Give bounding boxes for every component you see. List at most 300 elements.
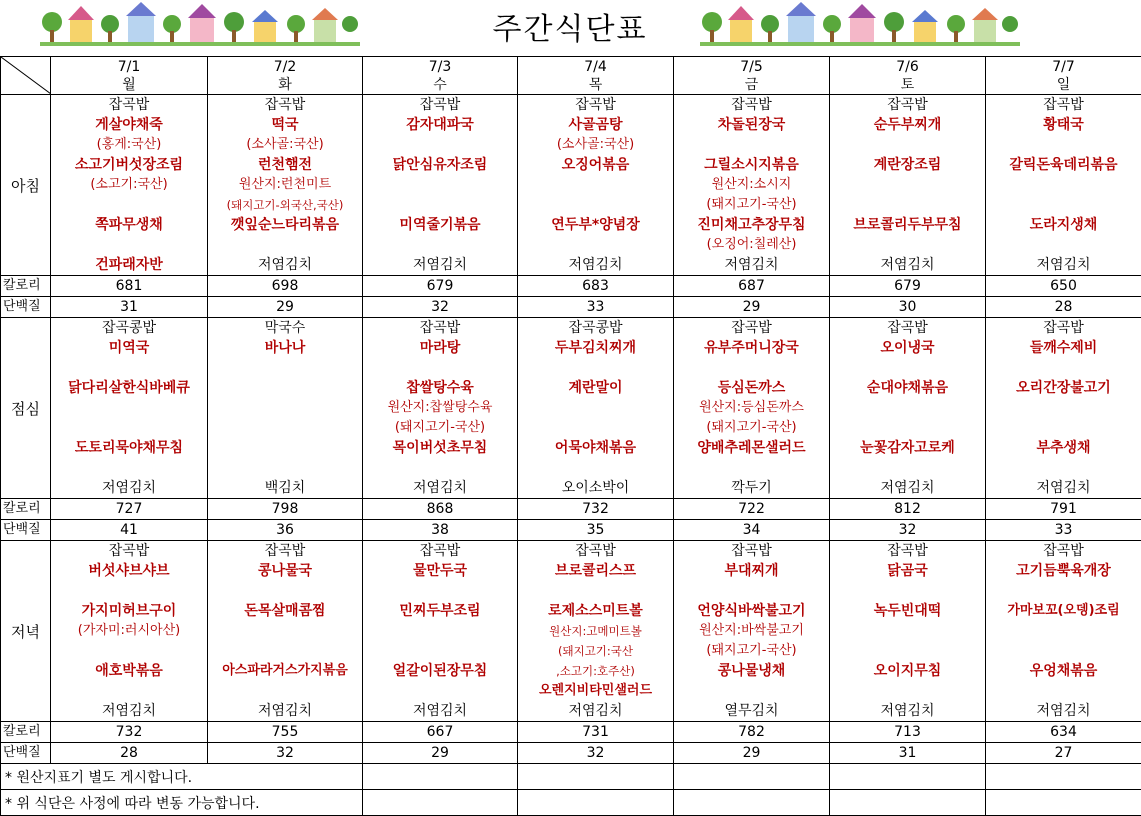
- page-title: 주간식단표: [440, 4, 700, 48]
- menu-cell: [830, 541, 986, 722]
- menu-cell: [363, 541, 518, 722]
- menu-cell: [208, 541, 363, 722]
- menu-item: [51, 235, 207, 255]
- menu-item: 물만두국: [363, 561, 517, 581]
- protein-row: [1, 520, 1141, 541]
- menu-item: 저염김치: [674, 255, 829, 275]
- protein-value: 28: [986, 297, 1141, 318]
- menu-item: 저염김치: [986, 255, 1141, 275]
- note-row: [1, 764, 1141, 790]
- calorie-value: 732: [518, 499, 674, 520]
- protein-row: [1, 297, 1141, 318]
- menu-cell: [986, 318, 1141, 499]
- menu-item: 잡곡밥: [363, 541, 517, 561]
- menu-item: 잡곡밥: [986, 95, 1141, 115]
- menu-item: [830, 581, 985, 601]
- corner-cell: [1, 57, 51, 95]
- menu-item: 저염김치: [208, 255, 362, 275]
- calorie-value: 798: [208, 499, 363, 520]
- menu-item: 사골곰탕: [518, 115, 673, 135]
- empty-cell: [986, 790, 1141, 816]
- menu-item: [986, 398, 1141, 418]
- menu-item: 찹쌀탕수육: [363, 378, 517, 398]
- menu-item: [830, 175, 985, 195]
- menu-item: [830, 195, 985, 215]
- meal-label: 점심: [1, 318, 51, 499]
- menu-item: 떡국: [208, 115, 362, 135]
- menu-item: [830, 398, 985, 418]
- menu-item: [830, 641, 985, 661]
- menu-item: 양배추레몬샐러드: [674, 438, 829, 458]
- menu-item: [363, 358, 517, 378]
- menu-item: 가마보꼬(오뎅)조림: [986, 601, 1141, 621]
- menu-item: [208, 235, 362, 255]
- calorie-value: 727: [51, 499, 208, 520]
- menu-item: 차돌된장국: [674, 115, 829, 135]
- day-header: [208, 57, 363, 95]
- menu-item: (돼지고기-국산): [674, 418, 829, 438]
- menu-item: ,소고기:호주산): [518, 661, 673, 681]
- day-header: [51, 57, 208, 95]
- menu-item: [986, 581, 1141, 601]
- menu-cell: [986, 541, 1141, 722]
- day-header: [986, 57, 1141, 95]
- menu-item: 원산지:소시지: [674, 175, 829, 195]
- menu-item: 콩나물국: [208, 561, 362, 581]
- menu-item: [51, 358, 207, 378]
- meal-block: [1, 318, 1141, 499]
- meal-label: 아침: [1, 95, 51, 276]
- menu-item: 브로콜리두부무침: [830, 215, 985, 235]
- menu-cell: [208, 318, 363, 499]
- menu-item: [830, 358, 985, 378]
- menu-item: 게살야채죽: [51, 115, 207, 135]
- menu-item: 잡곡밥: [518, 95, 673, 115]
- menu-item: 저염김치: [208, 701, 362, 721]
- calorie-label: 칼로리: [1, 722, 51, 743]
- menu-table: [0, 56, 1141, 816]
- day-header: [363, 57, 518, 95]
- menu-item: [830, 135, 985, 155]
- menu-item: 부대찌개: [674, 561, 829, 581]
- menu-item: 저염김치: [986, 701, 1141, 721]
- menu-item: 감자대파국: [363, 115, 517, 135]
- menu-item: 잡곡밥: [51, 541, 207, 561]
- menu-item: 아스파라거스가지볶음: [208, 661, 362, 681]
- menu-item: 쪽파무생채: [51, 215, 207, 235]
- day-date: 7/4: [518, 58, 673, 76]
- calorie-value: 679: [830, 276, 986, 297]
- protein-value: 28: [51, 743, 208, 764]
- day-weekday: 목: [518, 76, 673, 94]
- menu-item: (홍게:국산): [51, 135, 207, 155]
- menu-item: 그릴소시지볶음: [674, 155, 829, 175]
- menu-item: 오징어볶음: [518, 155, 673, 175]
- menu-item: [51, 681, 207, 701]
- calorie-value: 791: [986, 499, 1141, 520]
- menu-item: 애호박볶음: [51, 661, 207, 681]
- menu-item: 돈목살매콤찜: [208, 601, 362, 621]
- menu-item: [518, 235, 673, 255]
- calorie-value: 868: [363, 499, 518, 520]
- menu-item: [208, 681, 362, 701]
- protein-value: 33: [518, 297, 674, 318]
- menu-item: 잡곡밥: [208, 541, 362, 561]
- menu-item: [363, 681, 517, 701]
- note-text: * 원산지표기 별도 게시합니다.: [1, 764, 363, 790]
- calorie-value: 698: [208, 276, 363, 297]
- protein-value: 31: [830, 743, 986, 764]
- menu-item: 저염김치: [363, 255, 517, 275]
- menu-item: 유부주머니장국: [674, 338, 829, 358]
- calorie-value: 634: [986, 722, 1141, 743]
- menu-cell: [208, 95, 363, 276]
- menu-item: 잡곡밥: [518, 541, 673, 561]
- menu-item: [363, 235, 517, 255]
- menu-item: (오징어:칠레산): [674, 235, 829, 255]
- calorie-value: 782: [674, 722, 830, 743]
- protein-value: 29: [208, 297, 363, 318]
- day-header: [674, 57, 830, 95]
- menu-item: [986, 135, 1141, 155]
- village-illustration-right: [700, 2, 1020, 48]
- menu-item: [518, 175, 673, 195]
- menu-item: 원산지:등심돈까스: [674, 398, 829, 418]
- menu-item: [518, 581, 673, 601]
- menu-item: 가지미허브구이: [51, 601, 207, 621]
- menu-item: 얼갈이된장무침: [363, 661, 517, 681]
- menu-item: [674, 135, 829, 155]
- menu-cell: [518, 541, 674, 722]
- menu-item: 순대야채볶음: [830, 378, 985, 398]
- menu-item: [208, 418, 362, 438]
- menu-item: [363, 581, 517, 601]
- protein-value: 29: [674, 743, 830, 764]
- menu-item: 잡곡밥: [830, 541, 985, 561]
- menu-item: (돼지고기-외국산,국산): [208, 195, 362, 215]
- menu-item: [986, 621, 1141, 641]
- calorie-value: 731: [518, 722, 674, 743]
- village-illustration-left: [40, 2, 360, 48]
- menu-item: 부추생채: [986, 438, 1141, 458]
- menu-item: 잡곡콩밥: [51, 318, 207, 338]
- menu-item: [986, 418, 1141, 438]
- menu-item: [518, 418, 673, 438]
- calorie-value: 679: [363, 276, 518, 297]
- menu-item: 들깨수제비: [986, 338, 1141, 358]
- meal-label: 저녁: [1, 541, 51, 722]
- menu-item: 등심돈까스: [674, 378, 829, 398]
- menu-item: 미역국: [51, 338, 207, 358]
- menu-item: 저염김치: [363, 478, 517, 498]
- menu-item: 잡곡밥: [51, 95, 207, 115]
- empty-cell: [830, 764, 986, 790]
- empty-cell: [518, 790, 674, 816]
- menu-cell: [518, 95, 674, 276]
- menu-item: 런천햄전: [208, 155, 362, 175]
- date-header-row: [1, 57, 1141, 95]
- menu-item: 진미채고추장무침: [674, 215, 829, 235]
- menu-item: [363, 641, 517, 661]
- day-weekday: 금: [674, 76, 829, 94]
- menu-item: 바나나: [208, 338, 362, 358]
- menu-item: [208, 358, 362, 378]
- menu-item: [830, 418, 985, 438]
- menu-item: 저염김치: [830, 478, 985, 498]
- menu-cell: [674, 541, 830, 722]
- menu-item: 닭안심유자조림: [363, 155, 517, 175]
- menu-item: 목이버섯초무침: [363, 438, 517, 458]
- calorie-value: 650: [986, 276, 1141, 297]
- menu-item: 잡곡밥: [674, 318, 829, 338]
- menu-item: [830, 621, 985, 641]
- menu-item: [208, 438, 362, 458]
- menu-item: [51, 641, 207, 661]
- day-date: 7/1: [51, 58, 207, 76]
- calorie-row: [1, 722, 1141, 743]
- protein-value: 29: [363, 743, 518, 764]
- calorie-value: 683: [518, 276, 674, 297]
- protein-value: 33: [986, 520, 1141, 541]
- menu-item: 언양식바싹불고기: [674, 601, 829, 621]
- menu-item: 도토리묵야채무침: [51, 438, 207, 458]
- calorie-value: 732: [51, 722, 208, 743]
- menu-item: [208, 398, 362, 418]
- calorie-value: 687: [674, 276, 830, 297]
- protein-value: 31: [51, 297, 208, 318]
- menu-item: 고기듬뿍육개장: [986, 561, 1141, 581]
- header: [0, 0, 1141, 56]
- menu-item: [518, 195, 673, 215]
- menu-item: 오이냉국: [830, 338, 985, 358]
- menu-item: [518, 398, 673, 418]
- day-header: [518, 57, 674, 95]
- menu-item: [986, 175, 1141, 195]
- menu-item: 잡곡밥: [830, 95, 985, 115]
- empty-cell: [518, 764, 674, 790]
- menu-item: 갈릭돈육데리볶음: [986, 155, 1141, 175]
- menu-item: 오이소박이: [518, 478, 673, 498]
- menu-item: 저염김치: [363, 701, 517, 721]
- protein-row: [1, 743, 1141, 764]
- menu-item: [986, 358, 1141, 378]
- menu-item: [208, 641, 362, 661]
- menu-item: 닭곰국: [830, 561, 985, 581]
- empty-cell: [674, 764, 830, 790]
- menu-item: 저염김치: [518, 701, 673, 721]
- day-date: 7/3: [363, 58, 517, 76]
- empty-cell: [363, 764, 518, 790]
- menu-item: [518, 458, 673, 478]
- menu-item: 오리간장불고기: [986, 378, 1141, 398]
- menu-item: 미역줄기볶음: [363, 215, 517, 235]
- menu-item: 잡곡밥: [208, 95, 362, 115]
- menu-item: 눈꽃감자고로케: [830, 438, 985, 458]
- menu-item: 녹두빈대떡: [830, 601, 985, 621]
- menu-item: 우엉채볶음: [986, 661, 1141, 681]
- protein-label: 단백질: [1, 297, 51, 318]
- menu-item: 오렌지비타민샐러드: [518, 681, 673, 701]
- menu-item: 잡곡밥: [830, 318, 985, 338]
- menu-item: [363, 195, 517, 215]
- menu-item: [51, 418, 207, 438]
- empty-cell: [674, 790, 830, 816]
- menu-item: [208, 378, 362, 398]
- day-date: 7/7: [986, 58, 1141, 76]
- menu-item: 깍두기: [674, 478, 829, 498]
- menu-item: [518, 358, 673, 378]
- meal-block: [1, 95, 1141, 276]
- day-header: [830, 57, 986, 95]
- calorie-value: 812: [830, 499, 986, 520]
- protein-value: 27: [986, 743, 1141, 764]
- menu-item: 잡곡밥: [363, 318, 517, 338]
- menu-item: 로제소스미트볼: [518, 601, 673, 621]
- menu-item: 막국수: [208, 318, 362, 338]
- menu-item: 저염김치: [518, 255, 673, 275]
- menu-item: 버섯샤브샤브: [51, 561, 207, 581]
- menu-item: [208, 581, 362, 601]
- menu-cell: [51, 318, 208, 499]
- menu-item: (소사골:국산): [208, 135, 362, 155]
- menu-item: 오이지무침: [830, 661, 985, 681]
- menu-item: [986, 458, 1141, 478]
- menu-item: 잡곡밥: [986, 318, 1141, 338]
- note-row: [1, 790, 1141, 816]
- menu-cell: [51, 541, 208, 722]
- menu-item: [986, 681, 1141, 701]
- calorie-value: 755: [208, 722, 363, 743]
- menu-item: 원산지:바싹불고기: [674, 621, 829, 641]
- protein-value: 29: [674, 297, 830, 318]
- menu-item: 저염김치: [986, 478, 1141, 498]
- menu-item: 열무김치: [674, 701, 829, 721]
- calorie-row: [1, 276, 1141, 297]
- calorie-label: 칼로리: [1, 499, 51, 520]
- menu-cell: [674, 95, 830, 276]
- protein-value: 32: [363, 297, 518, 318]
- menu-item: [830, 235, 985, 255]
- day-weekday: 월: [51, 76, 207, 94]
- calorie-value: 722: [674, 499, 830, 520]
- menu-cell: [830, 95, 986, 276]
- protein-value: 41: [51, 520, 208, 541]
- menu-item: [830, 681, 985, 701]
- menu-item: 닭다리살한식바베큐: [51, 378, 207, 398]
- day-date: 7/6: [830, 58, 985, 76]
- menu-item: 잡곡밥: [674, 95, 829, 115]
- menu-item: 원산지:고메미트볼: [518, 621, 673, 641]
- menu-item: 계란장조림: [830, 155, 985, 175]
- empty-cell: [986, 764, 1141, 790]
- menu-item: [51, 458, 207, 478]
- menu-item: 황태국: [986, 115, 1141, 135]
- menu-item: 저염김치: [830, 255, 985, 275]
- menu-cell: [986, 95, 1141, 276]
- calorie-value: 681: [51, 276, 208, 297]
- menu-cell: [363, 95, 518, 276]
- menu-item: 저염김치: [51, 478, 207, 498]
- menu-item: 잡곡밥: [986, 541, 1141, 561]
- menu-cell: [363, 318, 518, 499]
- protein-value: 35: [518, 520, 674, 541]
- menu-item: [674, 681, 829, 701]
- menu-item: [986, 641, 1141, 661]
- menu-item: [674, 581, 829, 601]
- menu-item: 민찌두부조림: [363, 601, 517, 621]
- calorie-value: 713: [830, 722, 986, 743]
- menu-item: 백김치: [208, 478, 362, 498]
- menu-item: [208, 621, 362, 641]
- menu-item: 깻잎순느타리볶음: [208, 215, 362, 235]
- menu-item: [51, 195, 207, 215]
- protein-value: 32: [208, 743, 363, 764]
- calorie-row: [1, 499, 1141, 520]
- menu-item: 순두부찌개: [830, 115, 985, 135]
- menu-item: (가자미:러시아산): [51, 621, 207, 641]
- menu-item: [363, 458, 517, 478]
- menu-item: 잡곡밥: [363, 95, 517, 115]
- menu-item: 저염김치: [830, 701, 985, 721]
- menu-item: [51, 398, 207, 418]
- day-date: 7/2: [208, 58, 362, 76]
- protein-value: 34: [674, 520, 830, 541]
- menu-item: (돼지고기-국산): [674, 195, 829, 215]
- menu-cell: [51, 95, 208, 276]
- menu-item: 브로콜리스프: [518, 561, 673, 581]
- menu-item: 잡곡밥: [674, 541, 829, 561]
- day-weekday: 화: [208, 76, 362, 94]
- menu-item: [674, 458, 829, 478]
- menu-item: [363, 135, 517, 155]
- menu-item: (소사골:국산): [518, 135, 673, 155]
- menu-item: 원산지:찹쌀탕수육: [363, 398, 517, 418]
- menu-item: 소고기버섯장조림: [51, 155, 207, 175]
- protein-value: 32: [830, 520, 986, 541]
- protein-value: 30: [830, 297, 986, 318]
- note-text: * 위 식단은 사정에 따라 변동 가능합니다.: [1, 790, 363, 816]
- protein-value: 32: [518, 743, 674, 764]
- menu-item: 어묵야채볶음: [518, 438, 673, 458]
- menu-item: 원산지:런천미트: [208, 175, 362, 195]
- empty-cell: [363, 790, 518, 816]
- menu-cell: [674, 318, 830, 499]
- menu-cell: [518, 318, 674, 499]
- protein-value: 38: [363, 520, 518, 541]
- menu-item: 잡곡콩밥: [518, 318, 673, 338]
- menu-item: 콩나물냉채: [674, 661, 829, 681]
- menu-item: 저염김치: [51, 701, 207, 721]
- menu-item: 마라탕: [363, 338, 517, 358]
- menu-item: [674, 358, 829, 378]
- day-weekday: 토: [830, 76, 985, 94]
- menu-item: (돼지고기-국산): [674, 641, 829, 661]
- protein-value: 36: [208, 520, 363, 541]
- menu-item: 도라지생채: [986, 215, 1141, 235]
- menu-item: [208, 458, 362, 478]
- calorie-label: 칼로리: [1, 276, 51, 297]
- day-weekday: 일: [986, 76, 1141, 94]
- menu-item: [363, 621, 517, 641]
- menu-item: [51, 581, 207, 601]
- menu-item: (돼지고기-국산): [363, 418, 517, 438]
- calorie-value: 667: [363, 722, 518, 743]
- day-weekday: 수: [363, 76, 517, 94]
- menu-item: (소고기:국산): [51, 175, 207, 195]
- menu-item: 연두부*양념장: [518, 215, 673, 235]
- menu-item: [830, 458, 985, 478]
- menu-item: 건파래자반: [51, 255, 207, 275]
